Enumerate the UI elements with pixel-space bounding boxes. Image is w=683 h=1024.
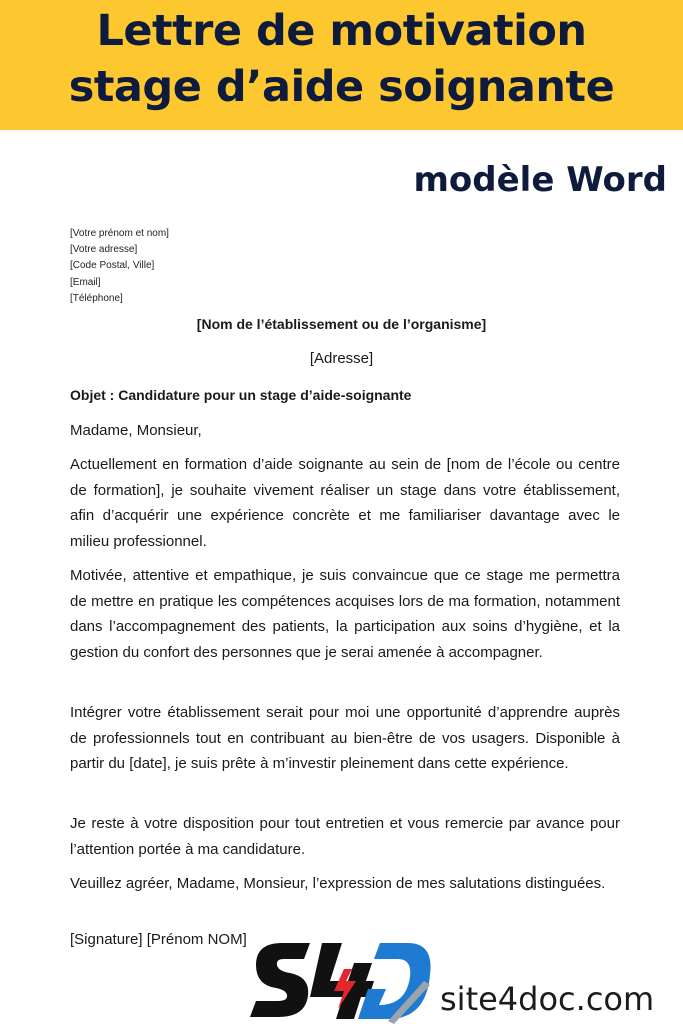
sender-name: [Votre prénom et nom] bbox=[70, 228, 169, 239]
sender-block bbox=[70, 226, 169, 307]
paragraph-2: Motivée, attentive et empathique, je suis convaincue que ce stage me permettra de mettre en pratique les compétences acquises lors de ma formation, notamment dans l’accompagnement des patients, la participation aux soins d’hygiène, et la gestion du confort des personnes que je serai amenée à accompagner. bbox=[70, 567, 620, 661]
sender-postal-city: [Code Postal, Ville] bbox=[70, 260, 155, 272]
logo-text: site4doc.com bbox=[440, 980, 655, 1018]
title-line-1: Lettre de motivation bbox=[96, 6, 587, 56]
sender-address: [Votre adresse] bbox=[70, 244, 138, 256]
signature-line: [Signature] [Prénom NOM] bbox=[70, 931, 247, 948]
title-line-2: stage d’aide soignante bbox=[68, 62, 615, 112]
sender-phone: [Téléphone] bbox=[70, 292, 123, 304]
sender-email: [Email] bbox=[70, 276, 101, 288]
paragraph-4: Je reste à votre disposition pour tout entretien et vous remercie par avance pour l’attention portée à ma candidature. bbox=[70, 815, 620, 858]
paragraph-3: Intégrer votre établissement serait pour moi une opportunité d’apprendre auprès de professionnels tout en contribuant au bien-être de vos usagers. Disponible à partir du [date], je suis prête à m’investir pleinement dans cette expérience. bbox=[70, 704, 620, 772]
s4d-logo-icon bbox=[248, 935, 433, 1024]
recipient-name: [Nom de l’établissement ou de l’organisme] bbox=[196, 316, 487, 332]
letter-salutation: Madame, Monsieur, bbox=[70, 422, 202, 439]
recipient-address: [Adresse] bbox=[309, 350, 374, 367]
subtitle: modèle Word bbox=[413, 160, 667, 200]
title-banner bbox=[0, 0, 683, 130]
paragraph-5: Veuillez agréer, Madame, Monsieur, l’expression de mes salutations distinguées. bbox=[70, 875, 606, 892]
paragraph-1: Actuellement en formation d’aide soignante au sein de [nom de l’école ou centre de formation], je souhaite vivement réaliser un stage dans votre établissement, afin d’acquérir une expérience concrète et me familiariser davantage avec le milieu professionnel. bbox=[70, 456, 620, 550]
letter-object: Objet : Candidature pour un stage d’aide-soignante bbox=[70, 387, 412, 403]
